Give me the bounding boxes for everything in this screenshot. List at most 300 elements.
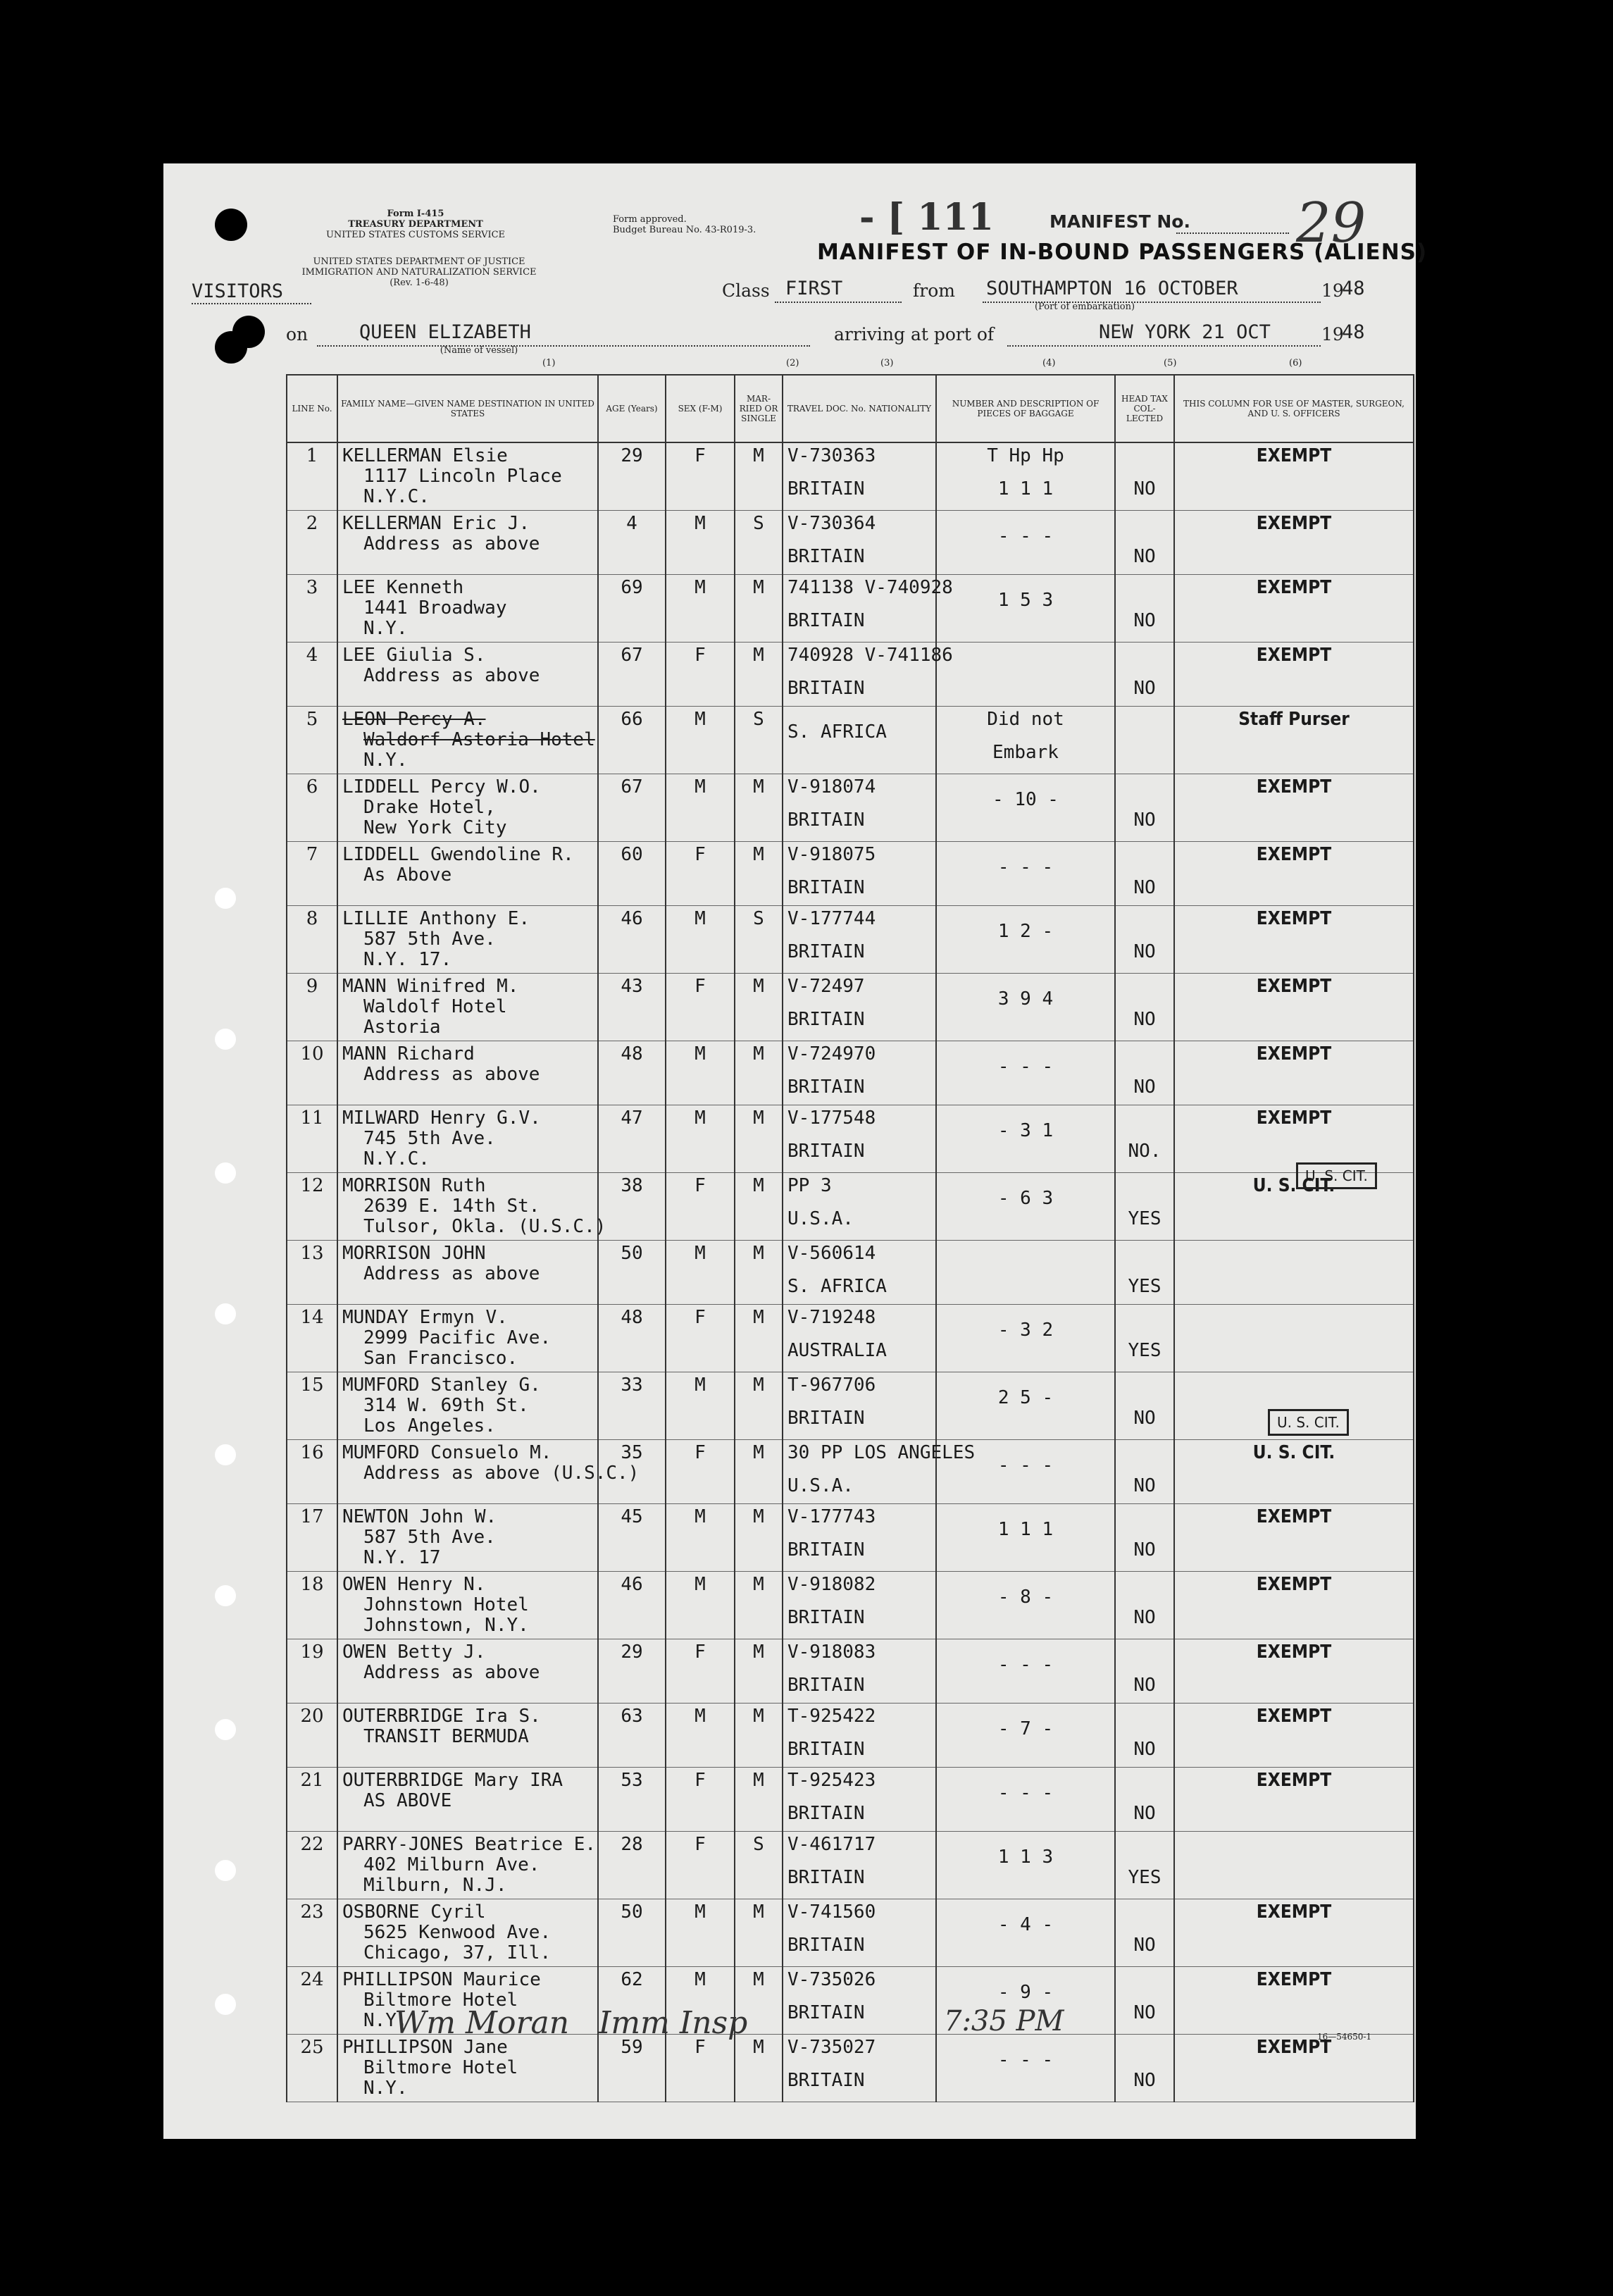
age-cell bbox=[598, 643, 666, 707]
line-number bbox=[287, 575, 337, 643]
form-code: 16—54650-1 bbox=[1317, 2032, 1372, 2042]
sex-cell bbox=[666, 1832, 735, 1899]
nationality: BRITAIN bbox=[787, 1539, 865, 1560]
line-number bbox=[287, 643, 337, 707]
tax-cell bbox=[1115, 1305, 1174, 1372]
line-number bbox=[287, 842, 337, 906]
travel-doc: V-719248 bbox=[787, 1307, 876, 1328]
line-number bbox=[287, 1704, 337, 1768]
address-line-2: N.Y. bbox=[363, 750, 408, 771]
punch-hole bbox=[215, 1585, 236, 1606]
arriving-label: arriving at port of bbox=[834, 324, 995, 345]
line-number bbox=[287, 1832, 337, 1899]
age-cell bbox=[598, 707, 666, 774]
passenger-name: LIDDELL Gwendoline R. bbox=[342, 844, 574, 865]
officer-cell bbox=[1174, 511, 1414, 575]
marital-value: S bbox=[753, 513, 764, 534]
baggage-cell bbox=[936, 1704, 1115, 1768]
baggage-count: 1 5 3 bbox=[997, 590, 1054, 611]
age-value: 63 bbox=[621, 1706, 643, 1727]
line-number bbox=[287, 774, 337, 842]
line-no: 13 bbox=[300, 1243, 324, 1264]
baggage-cell bbox=[936, 643, 1115, 707]
baggage-count: - - - bbox=[997, 1455, 1054, 1476]
dept-justice: UNITED STATES DEPARTMENT OF JUSTICE bbox=[313, 256, 525, 267]
travel-doc: V-918082 bbox=[787, 1574, 876, 1595]
age-cell bbox=[598, 575, 666, 643]
line-number bbox=[287, 442, 337, 511]
address-line-2: Address as above bbox=[363, 665, 540, 686]
nationality: S. AFRICA bbox=[787, 1276, 887, 1297]
sex-cell bbox=[666, 1173, 735, 1241]
officer-cell bbox=[1174, 774, 1414, 842]
sex-cell bbox=[666, 1704, 735, 1768]
passenger-name: LEE Kenneth bbox=[342, 577, 464, 598]
revision: (Rev. 1-6-48) bbox=[390, 278, 449, 288]
line-no: 14 bbox=[300, 1307, 324, 1328]
port-embark-caption: (Port of embarkation) bbox=[1034, 302, 1135, 312]
tax-value: NO bbox=[1133, 877, 1156, 898]
baggage-count: 1 1 1 bbox=[997, 478, 1054, 499]
tax-value: NO bbox=[1133, 1539, 1156, 1560]
age-value: 29 bbox=[621, 445, 643, 466]
marital-value: S bbox=[753, 908, 764, 929]
table-row bbox=[287, 2035, 1414, 2102]
marital-value: M bbox=[753, 976, 764, 997]
name-cell bbox=[337, 906, 598, 974]
nationality: BRITAIN bbox=[787, 941, 865, 962]
sex-cell bbox=[666, 643, 735, 707]
age-value: 50 bbox=[621, 1901, 643, 1923]
table-row bbox=[287, 1504, 1414, 1572]
passenger-name: MILWARD Henry G.V. bbox=[342, 1107, 541, 1129]
age-value: 59 bbox=[621, 2037, 643, 2058]
married-cell bbox=[735, 707, 783, 774]
married-cell bbox=[735, 774, 783, 842]
form-header-justice bbox=[261, 256, 578, 288]
address-line-2: Address as above bbox=[363, 1263, 540, 1284]
address-line-2: As Above bbox=[363, 864, 452, 886]
travel-doc: V-724970 bbox=[787, 1043, 876, 1065]
address-line-2: N.Y. 17. bbox=[363, 949, 452, 970]
col-married: MAR- RIED OR SINGLE bbox=[735, 375, 783, 442]
age-cell bbox=[598, 1241, 666, 1305]
sex-value: F bbox=[695, 645, 706, 666]
officer-note: EXEMPT bbox=[1256, 445, 1332, 466]
tax-cell bbox=[1115, 1241, 1174, 1305]
name-cell bbox=[337, 707, 598, 774]
name-cell bbox=[337, 1105, 598, 1173]
col-tax: HEAD TAX COL- LECTED bbox=[1115, 375, 1174, 442]
list-no-value: 111 bbox=[917, 196, 994, 239]
from-value: SOUTHAMPTON 16 OCTOBER bbox=[986, 278, 1238, 299]
travel-cell bbox=[783, 1768, 936, 1832]
line-no: 24 bbox=[300, 1969, 324, 1990]
form-approved: Form approved. bbox=[613, 214, 687, 225]
table-row bbox=[287, 1372, 1414, 1440]
name-cell bbox=[337, 1504, 598, 1572]
nationality: S. AFRICA bbox=[787, 721, 887, 743]
officer-note: EXEMPT bbox=[1256, 513, 1332, 534]
tax-value: YES bbox=[1128, 1340, 1162, 1361]
baggage-cell bbox=[936, 1768, 1115, 1832]
married-cell bbox=[735, 511, 783, 575]
age-value: 46 bbox=[621, 1574, 643, 1595]
class-line bbox=[775, 302, 902, 303]
age-value: 29 bbox=[621, 1642, 643, 1663]
age-value: 43 bbox=[621, 976, 643, 997]
baggage-cell bbox=[936, 842, 1115, 906]
baggage-cell bbox=[936, 1241, 1115, 1305]
sex-cell bbox=[666, 1768, 735, 1832]
sex-cell bbox=[666, 1639, 735, 1704]
punch-hole bbox=[215, 1994, 236, 2015]
tax-cell bbox=[1115, 1967, 1174, 2035]
name-cell bbox=[337, 1639, 598, 1704]
tax-value: YES bbox=[1128, 1208, 1162, 1229]
marital-value: M bbox=[753, 1107, 764, 1129]
baggage-cell bbox=[936, 442, 1115, 511]
table-header-row bbox=[287, 375, 1414, 442]
colnum-1: (1) bbox=[542, 358, 556, 368]
baggage-count: - 4 - bbox=[997, 1914, 1054, 1935]
officer-cell bbox=[1174, 707, 1414, 774]
line-no: 23 bbox=[300, 1901, 324, 1923]
address-line-2: San Francisco. bbox=[363, 1348, 518, 1369]
colnum-4: (4) bbox=[1042, 358, 1056, 368]
colnum-2: (2) bbox=[786, 358, 799, 368]
baggage-count: - - - bbox=[997, 526, 1054, 547]
travel-cell bbox=[783, 1372, 936, 1440]
baggage-count: - - - bbox=[997, 1056, 1054, 1077]
marital-value: M bbox=[753, 1770, 764, 1791]
line-no: 21 bbox=[300, 1770, 324, 1791]
officer-note: EXEMPT bbox=[1256, 1107, 1332, 1129]
address-line-1: Biltmore Hotel bbox=[363, 1990, 518, 2011]
sex-value: M bbox=[695, 908, 706, 929]
travel-cell bbox=[783, 774, 936, 842]
address-line-1: 402 Milburn Ave. bbox=[363, 1854, 540, 1875]
travel-cell bbox=[783, 442, 936, 511]
baggage-count: - - - bbox=[997, 1654, 1054, 1675]
travel-doc: T-925422 bbox=[787, 1706, 876, 1727]
officer-cell bbox=[1174, 1572, 1414, 1639]
marital-value: M bbox=[753, 445, 764, 466]
baggage-cell bbox=[936, 1105, 1115, 1173]
age-cell bbox=[598, 842, 666, 906]
officer-cell bbox=[1174, 1504, 1414, 1572]
married-cell bbox=[735, 1899, 783, 1967]
officer-cell bbox=[1174, 1173, 1414, 1241]
tax-cell bbox=[1115, 1704, 1174, 1768]
address-line-1: 2639 E. 14th St. bbox=[363, 1196, 540, 1217]
address-line-2: Address as above (U.S.C.) bbox=[363, 1463, 640, 1484]
line-number bbox=[287, 1967, 337, 2035]
marital-value: M bbox=[753, 1307, 764, 1328]
tax-cell bbox=[1115, 575, 1174, 643]
baggage-cell bbox=[936, 1305, 1115, 1372]
line-no: 2 bbox=[306, 513, 318, 534]
line-no: 8 bbox=[306, 908, 318, 929]
form-header-treasury bbox=[275, 209, 556, 240]
line-number bbox=[287, 906, 337, 974]
sex-value: F bbox=[695, 1307, 706, 1328]
age-cell bbox=[598, 442, 666, 511]
age-value: 60 bbox=[621, 844, 643, 865]
married-cell bbox=[735, 1173, 783, 1241]
marital-value: M bbox=[753, 1706, 764, 1727]
sex-cell bbox=[666, 1241, 735, 1305]
passenger-name: LEE Giulia S. bbox=[342, 645, 486, 666]
nationality: BRITAIN bbox=[787, 1803, 865, 1824]
tax-cell bbox=[1115, 906, 1174, 974]
sex-value: M bbox=[695, 1107, 706, 1129]
tax-value: NO bbox=[1133, 1076, 1156, 1098]
officer-note: EXEMPT bbox=[1256, 844, 1332, 865]
officer-note: EXEMPT bbox=[1256, 1901, 1332, 1923]
marital-value: S bbox=[753, 709, 764, 730]
sex-value: F bbox=[695, 1642, 706, 1663]
sex-cell bbox=[666, 1899, 735, 1967]
baggage-cell bbox=[936, 1041, 1115, 1105]
baggage-count: - 3 2 bbox=[997, 1320, 1054, 1341]
punch-hole bbox=[215, 209, 247, 241]
travel-cell bbox=[783, 842, 936, 906]
col-age: AGE (Years) bbox=[598, 375, 666, 442]
tax-cell bbox=[1115, 1173, 1174, 1241]
passenger-name: MUMFORD Stanley G. bbox=[342, 1375, 541, 1396]
travel-doc: V-72497 bbox=[787, 976, 865, 997]
sex-value: M bbox=[695, 776, 706, 798]
married-cell bbox=[735, 2035, 783, 2102]
table-row bbox=[287, 842, 1414, 906]
passenger-name: MUNDAY Ermyn V. bbox=[342, 1307, 508, 1328]
officer-cell bbox=[1174, 1041, 1414, 1105]
punch-hole bbox=[232, 316, 265, 348]
name-cell bbox=[337, 1305, 598, 1372]
punch-hole bbox=[215, 1029, 236, 1050]
address-line-1: 314 W. 69th St. bbox=[363, 1395, 529, 1416]
married-cell bbox=[735, 1105, 783, 1173]
address-line-1: 1441 Broadway bbox=[363, 597, 507, 619]
name-cell bbox=[337, 1241, 598, 1305]
nationality: BRITAIN bbox=[787, 1141, 865, 1162]
officer-cell bbox=[1174, 1832, 1414, 1899]
line-number bbox=[287, 1041, 337, 1105]
line-no: 3 bbox=[306, 577, 318, 598]
sex-cell bbox=[666, 442, 735, 511]
tax-value: NO bbox=[1133, 478, 1156, 499]
address-line-2: Astoria bbox=[363, 1017, 441, 1038]
age-value: 62 bbox=[621, 1969, 643, 1990]
baggage-cell bbox=[936, 1504, 1115, 1572]
baggage-count: 1 1 3 bbox=[997, 1847, 1054, 1868]
sex-cell bbox=[666, 1504, 735, 1572]
nationality: BRITAIN bbox=[787, 678, 865, 699]
colnum-3: (3) bbox=[880, 358, 894, 368]
sex-value: M bbox=[695, 1901, 706, 1923]
punch-hole bbox=[215, 1303, 236, 1324]
class-value: FIRST bbox=[785, 278, 843, 299]
officer-cell bbox=[1174, 906, 1414, 974]
officer-cell bbox=[1174, 1899, 1414, 1967]
married-cell bbox=[735, 1041, 783, 1105]
travel-cell bbox=[783, 974, 936, 1041]
nationality: U.S.A. bbox=[787, 1475, 854, 1496]
travel-cell bbox=[783, 1572, 936, 1639]
arriving-line bbox=[1007, 345, 1321, 347]
form-approval bbox=[613, 214, 796, 235]
officer-cell bbox=[1174, 974, 1414, 1041]
travel-cell bbox=[783, 1173, 936, 1241]
sex-value: M bbox=[695, 1043, 706, 1065]
sex-cell bbox=[666, 906, 735, 974]
travel-cell bbox=[783, 575, 953, 643]
passenger-name: LILLIE Anthony E. bbox=[342, 908, 530, 929]
age-cell bbox=[598, 1041, 666, 1105]
age-cell bbox=[598, 2035, 666, 2102]
officer-note: EXEMPT bbox=[1256, 1043, 1332, 1065]
officer-cell bbox=[1174, 442, 1414, 511]
age-cell bbox=[598, 1504, 666, 1572]
officer-cell bbox=[1174, 1768, 1414, 1832]
tax-cell bbox=[1115, 1899, 1174, 1967]
line-no: 11 bbox=[300, 1107, 324, 1129]
passenger-name: OSBORNE Cyril bbox=[342, 1901, 486, 1923]
tax-cell bbox=[1115, 774, 1174, 842]
name-cell bbox=[337, 1704, 598, 1768]
age-cell bbox=[598, 1372, 666, 1440]
manifest-title: MANIFEST OF IN-BOUND PASSENGERS (ALIENS) bbox=[817, 240, 1428, 265]
travel-cell bbox=[783, 1504, 936, 1572]
marital-value: M bbox=[753, 1375, 764, 1396]
visitors-line bbox=[192, 303, 311, 304]
travel-cell bbox=[783, 1832, 936, 1899]
address-line-1: 587 5th Ave. bbox=[363, 929, 496, 950]
passenger-name: KELLERMAN Elsie bbox=[342, 445, 508, 466]
age-value: 66 bbox=[621, 709, 643, 730]
line-no: 22 bbox=[300, 1834, 324, 1855]
officer-note: EXEMPT bbox=[1256, 908, 1332, 929]
tax-value: NO bbox=[1133, 1009, 1156, 1030]
line-no: 10 bbox=[300, 1043, 324, 1065]
baggage-cell bbox=[936, 1639, 1115, 1704]
table-row bbox=[287, 1241, 1414, 1305]
vessel-line bbox=[317, 345, 810, 347]
travel-cell bbox=[783, 906, 936, 974]
tax-value: NO bbox=[1133, 1607, 1156, 1628]
name-cell bbox=[337, 1173, 606, 1241]
travel-doc: V-560614 bbox=[787, 1243, 876, 1264]
marital-value: S bbox=[753, 1834, 764, 1855]
nationality: BRITAIN bbox=[787, 546, 865, 567]
line-no: 7 bbox=[306, 844, 318, 865]
age-value: 48 bbox=[621, 1307, 643, 1328]
travel-doc: T-967706 bbox=[787, 1375, 876, 1396]
age-value: 38 bbox=[621, 1175, 643, 1196]
age-cell bbox=[598, 1572, 666, 1639]
married-cell bbox=[735, 1241, 783, 1305]
tax-value: NO bbox=[1133, 2070, 1156, 2091]
tax-value: NO bbox=[1133, 809, 1156, 831]
arriving-year-prefix: 19 bbox=[1321, 324, 1344, 345]
baggage-count: - 6 3 bbox=[997, 1188, 1054, 1209]
table-row bbox=[287, 1704, 1414, 1768]
tax-value: NO bbox=[1133, 678, 1156, 699]
officer-cell bbox=[1174, 842, 1414, 906]
baggage-cell bbox=[936, 511, 1115, 575]
sex-value: M bbox=[695, 513, 706, 534]
customs-service: UNITED STATES CUSTOMS SERVICE bbox=[325, 230, 506, 240]
tax-cell bbox=[1115, 842, 1174, 906]
address-line-1: 5625 Kenwood Ave. bbox=[363, 1922, 552, 1943]
marital-value: M bbox=[753, 1969, 764, 1990]
nationality: BRITAIN bbox=[787, 1076, 865, 1098]
age-cell bbox=[598, 1899, 666, 1967]
table-row bbox=[287, 906, 1414, 974]
address-line-2: Los Angeles. bbox=[363, 1415, 496, 1436]
from-year-prefix: 19 bbox=[1321, 280, 1344, 301]
age-cell bbox=[598, 974, 666, 1041]
officer-note: Staff Purser bbox=[1238, 709, 1350, 730]
manifest-no-label: MANIFEST No. bbox=[1050, 211, 1190, 232]
address-line-1: 1117 Lincoln Place bbox=[363, 466, 562, 487]
punch-hole bbox=[215, 888, 236, 909]
table-row bbox=[287, 442, 1414, 511]
punch-hole bbox=[215, 1719, 236, 1740]
line-no: 15 bbox=[300, 1375, 324, 1396]
sex-value: F bbox=[695, 976, 706, 997]
sex-cell bbox=[666, 707, 735, 774]
visitors-label: VISITORS bbox=[192, 280, 284, 302]
arriving-value: NEW YORK 21 OCT bbox=[1099, 321, 1271, 343]
nationality: BRITAIN bbox=[787, 1935, 865, 1956]
tax-cell bbox=[1115, 1105, 1174, 1173]
marital-value: M bbox=[753, 1175, 764, 1196]
officer-cell bbox=[1174, 1440, 1414, 1504]
line-number bbox=[287, 1572, 337, 1639]
line-number bbox=[287, 2035, 337, 2102]
line-no: 4 bbox=[306, 645, 318, 666]
nationality: BRITAIN bbox=[787, 1867, 865, 1888]
baggage-count: - 10 - bbox=[992, 789, 1059, 810]
officer-note: EXEMPT bbox=[1256, 1770, 1332, 1791]
tax-value: NO bbox=[1133, 546, 1156, 567]
table-row bbox=[287, 1041, 1414, 1105]
address-line-2: N.Y. 17 bbox=[363, 1547, 441, 1568]
manifest-no-hand: 29 bbox=[1296, 192, 1366, 255]
travel-cell bbox=[783, 1105, 936, 1173]
baggage-cell bbox=[936, 1372, 1115, 1440]
baggage-cell bbox=[936, 774, 1115, 842]
nationality: BRITAIN bbox=[787, 2070, 865, 2091]
punch-hole bbox=[215, 1444, 236, 1465]
travel-cell bbox=[783, 1305, 936, 1372]
married-cell bbox=[735, 906, 783, 974]
tax-cell bbox=[1115, 1832, 1174, 1899]
address-line-2: Address as above bbox=[363, 1662, 540, 1683]
tax-value: NO bbox=[1133, 1935, 1156, 1956]
sex-value: M bbox=[695, 709, 706, 730]
line-number bbox=[287, 1105, 337, 1173]
col-travel: TRAVEL DOC. No. NATIONALITY bbox=[783, 375, 936, 442]
line-number bbox=[287, 1899, 337, 1967]
married-cell bbox=[735, 842, 783, 906]
officer-note: EXEMPT bbox=[1256, 1642, 1332, 1663]
officer-cell bbox=[1174, 643, 1414, 707]
tax-value: YES bbox=[1128, 1276, 1162, 1297]
col-baggage: NUMBER AND DESCRIPTION OF PIECES OF BAGGAGE bbox=[936, 375, 1115, 442]
